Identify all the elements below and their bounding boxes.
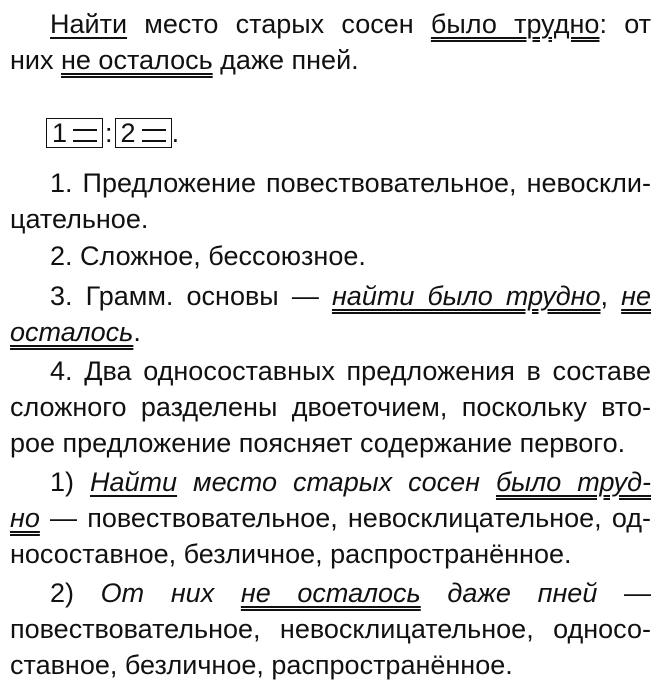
scheme-box-2: 2 (115, 118, 172, 148)
grammatical-base-2-end: осталось (10, 317, 134, 347)
sentence-scheme: 1 : 2 . (46, 117, 179, 149)
part-2-line-1: 2) От них не осталось даже пней — (50, 578, 651, 608)
double-bar-icon (73, 129, 97, 142)
predicate-underlined: не осталось (61, 45, 213, 75)
item-4-line: рое предложение поясняет содержание первого. (10, 428, 626, 458)
intro-line-1: Найти место старых сосен было трудно: от (50, 9, 651, 39)
grammatical-base-2: не (621, 281, 651, 311)
analysis-line: 1. Предложение повествовательное, невоскли- (50, 168, 651, 198)
item-4-line: 4. Два односоставных предложения в составе (50, 356, 651, 386)
predicate-underlined: было трудно (430, 9, 600, 39)
analysis-line: 2. Сложное, бессоюзное. (50, 241, 366, 271)
part-2-line-3: ставное, безличное, распространённое. (10, 650, 513, 680)
intro-line-2: них не осталось даже пней. (10, 45, 359, 75)
grammatical-base-1: найти было трудно (331, 281, 601, 311)
analysis-line: цательное. (10, 204, 149, 234)
scheme-box-1: 1 (46, 118, 103, 148)
subject-underlined: Найти (50, 9, 128, 39)
item-3-line-2: осталось. (10, 317, 141, 347)
predicate-underlined: но (10, 503, 40, 533)
part-2-line-2: повествовательное, невосклицательное, односо- (10, 614, 651, 644)
predicate-underlined: было труд- (495, 467, 651, 497)
subject-underlined: Найти (90, 467, 178, 497)
part-1-line-1: 1) Найти место старых сосен было труд- (50, 467, 651, 497)
scheme-separator: : (105, 117, 113, 148)
predicate-underlined: не осталось (240, 578, 421, 608)
item-4-line: сложного разделены двоеточием, поскольку вто- (10, 392, 651, 422)
part-1-line-3: носоставное, безличное, распространённое. (10, 539, 572, 569)
double-bar-icon (142, 129, 166, 142)
part-1-line-2: но — повествовательное, невосклицательное, од- (10, 503, 651, 533)
item-3-line-1: 3. Грамм. основы — найти было трудно, не (50, 281, 651, 311)
